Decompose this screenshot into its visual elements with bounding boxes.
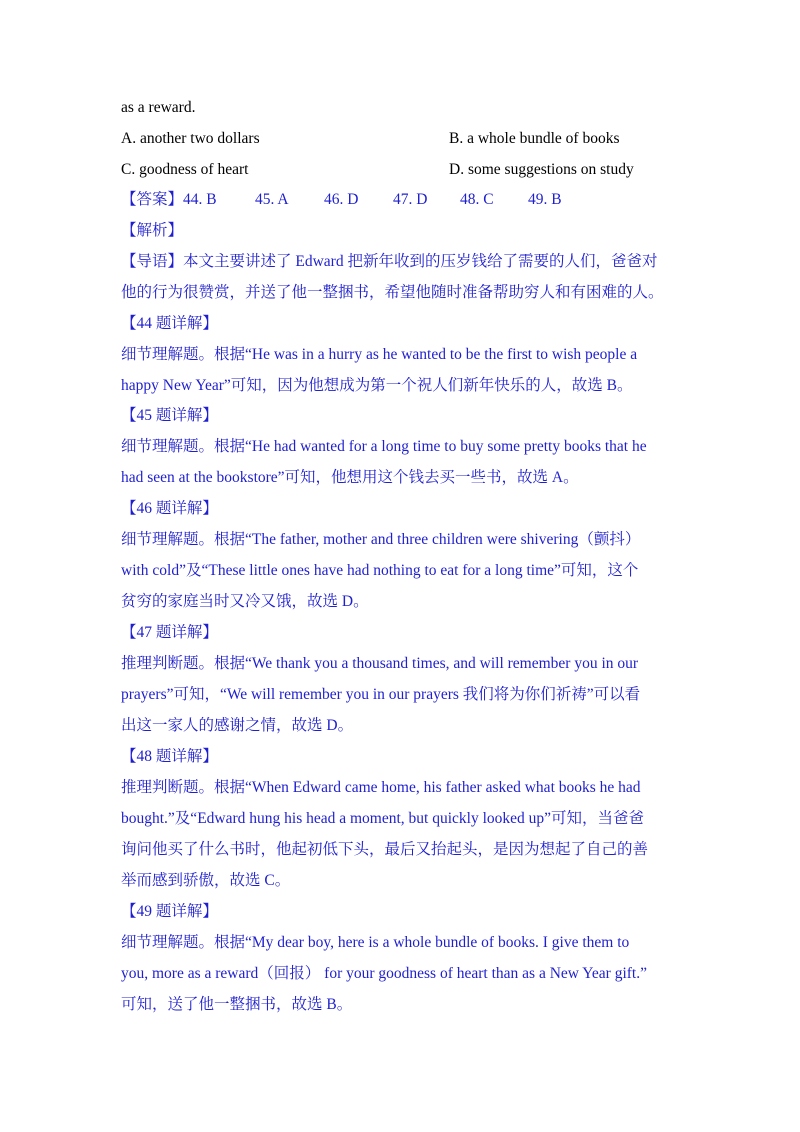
answer-item: 49. B bbox=[528, 191, 562, 208]
answer-item: 45. A bbox=[255, 191, 289, 208]
q46-line: with cold”及“These little ones have had nothing to eat for a long time”可知，这个 bbox=[121, 562, 639, 579]
q49-heading: 【49 题详解】 bbox=[121, 903, 218, 920]
q47-heading: 【47 题详解】 bbox=[121, 624, 218, 641]
q44-line: happy New Year”可知，因为他想成为第一个祝人们新年快乐的人，故选 B。 bbox=[121, 377, 633, 394]
intro-line: 【导语】本文主要讲述了 Edward 把新年收到的压岁钱给了需要的人们，爸爸对 bbox=[121, 253, 658, 270]
q49-line: 可知，送了他一整捆书，故选 B。 bbox=[121, 996, 353, 1013]
q47-line: 推理判断题。根据“We thank you a thousand times, and will remember you in our bbox=[121, 655, 639, 672]
option-b: B. a whole bundle of books bbox=[449, 130, 620, 147]
q46-line: 细节理解题。根据“The father, mother and three children were shivering（颤抖） bbox=[121, 531, 641, 548]
question-tail: as a reward. bbox=[121, 99, 196, 116]
option-d: D. some suggestions on study bbox=[449, 161, 634, 178]
answer-item: 44. B bbox=[183, 191, 217, 208]
answer-item: 47. D bbox=[393, 191, 428, 208]
q48-line: 推理判断题。根据“When Edward came home, his father asked what books he had bbox=[121, 779, 641, 796]
answer-item: 48. C bbox=[460, 191, 494, 208]
q49-line: 细节理解题。根据“My dear boy, here is a whole bundle of books. I give them to bbox=[121, 934, 630, 951]
q47-line: prayers”可知，“We will remember you in our prayers 我们将为你们祈祷”可以看 bbox=[121, 686, 641, 703]
option-c: C. goodness of heart bbox=[121, 161, 249, 178]
option-a: A. another two dollars bbox=[121, 130, 260, 147]
q48-line: bought.”及“Edward hung his head a moment, but quickly looked up”可知，当爸爸 bbox=[121, 810, 645, 827]
analysis-label: 【解析】 bbox=[121, 222, 184, 239]
q48-heading: 【48 题详解】 bbox=[121, 748, 218, 765]
q49-line: you, more as a reward（回报） for your goodness of heart than as a New Year gift.” bbox=[121, 965, 647, 982]
q45-line: had seen at the bookstore”可知，他想用这个钱去买一些书，故选 A。 bbox=[121, 469, 579, 486]
q44-line: 细节理解题。根据“He was in a hurry as he wanted to be the first to wish people a bbox=[121, 346, 638, 363]
answer-item: 46. D bbox=[324, 191, 359, 208]
q45-line: 细节理解题。根据“He had wanted for a long time to buy some pretty books that he bbox=[121, 438, 647, 455]
answer-line bbox=[121, 190, 562, 210]
q44-heading: 【44 题详解】 bbox=[121, 315, 218, 332]
q48-line: 举而感到骄傲，故选 C。 bbox=[121, 872, 291, 889]
q46-heading: 【46 题详解】 bbox=[121, 500, 218, 517]
q46-line: 贫穷的家庭当时又冷又饿，故选 D。 bbox=[121, 593, 369, 610]
q48-line: 询问他买了什么书时，他起初低下头，最后又抬起头，是因为想起了自己的善 bbox=[121, 841, 649, 858]
q45-heading: 【45 题详解】 bbox=[121, 407, 218, 424]
answer-label: 【答案】 bbox=[121, 191, 184, 208]
intro-line: 他的行为很赞赏，并送了他一整捆书，希望他随时准备帮助穷人和有困难的人。 bbox=[121, 284, 664, 301]
q47-line: 出这一家人的感谢之情，故选 D。 bbox=[121, 717, 354, 734]
